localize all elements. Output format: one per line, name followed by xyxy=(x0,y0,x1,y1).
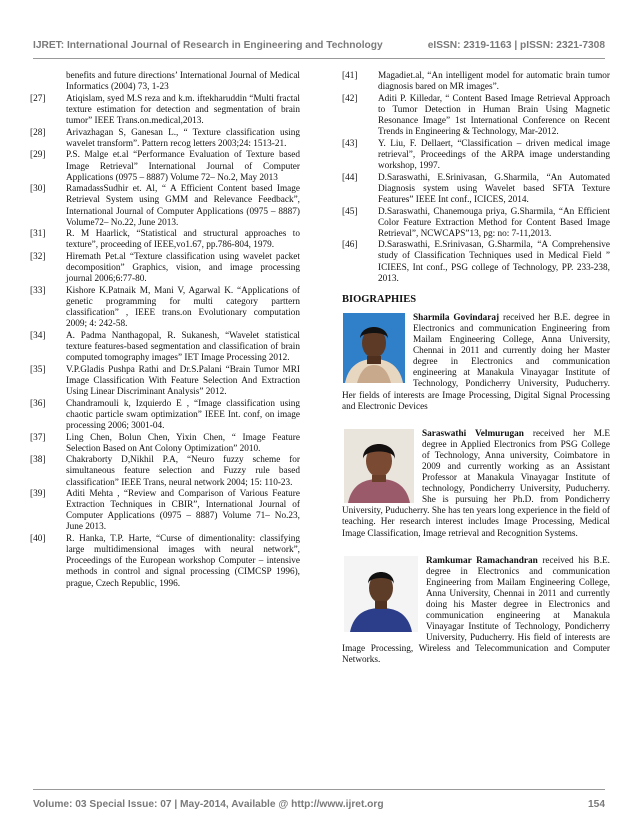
reference-item xyxy=(342,207,610,240)
reference-text: D.Saraswathi, Chanemouga priya, G.Sharmila, “An Efficient Color Feature Extraction Method for Content Based Image Retrieval”, NCWCAPS”13, pg: no: 7-11,2013. xyxy=(378,206,610,239)
reference-item xyxy=(30,365,300,398)
bio-text-3: received his B.E. degree in Electronics and communication Engineering from Mailam Engineering College, Anna University, Chennai in 2011 and currently doing his Master degree in Electronics and communication engineering at Manakula Vinayagar Institute of Technology, Pondicherry University, Puducherry. His field of interests are Image Processing, Wireless and Telecommunication and Computer Networks. xyxy=(342,555,610,666)
reference-item xyxy=(30,229,300,251)
author-photo-2 xyxy=(344,429,414,503)
reference-number: [40] xyxy=(30,534,46,545)
reference-number: [32] xyxy=(30,252,46,263)
reference-number: [46] xyxy=(342,240,358,251)
reference-text: R. Hanka, T.P. Harte, “Curse of dimentionality: classifying large multidimensional images with neural network”, Proceedings of the European workshop Computer – intensive methods in control and signal processing (CIMCSP 1996), prague, Czech Republic, 1996. xyxy=(66,534,300,589)
reference-item xyxy=(30,455,300,488)
page-number: 154 xyxy=(588,799,605,810)
footer-volume: Volume: 03 Special Issue: 07 | May-2014, Available @ http://www.ijret.org xyxy=(33,799,384,810)
reference-text: Atiqislam, syed M.S reza and k.m. iftekharuddin “Multi fractal texture estimation for detection and segmentation of brain tumor” IEEE Trans.on.medical,2013. xyxy=(66,93,300,126)
reference-number: [43] xyxy=(342,138,358,149)
reference-number: [28] xyxy=(30,127,46,138)
journal-title: IJRET: International Journal of Research in Engineering and Technology xyxy=(33,40,383,51)
reference-text: D.Saraswathi, E.Srinivasan, G.Sharmila, “A Comprehensive study of Classification Techniques used in Medical Field ” ICIEES, Int conf., PSG college of Technology, PP. 233-238, 2013. xyxy=(378,240,610,284)
reference-item xyxy=(30,286,300,330)
reference-item xyxy=(30,433,300,455)
reference-text: Aditi P. Killedar, “ Content Based Image Retrieval Approach to Tumor Detection in Human Brain Using Magnetic Resonance Image” 1st International Conference on Recent Trends in Engineering & Technology, Mar-2012. xyxy=(378,93,610,138)
reference-number: [37] xyxy=(30,432,46,443)
reference-item xyxy=(30,94,300,127)
issn: eISSN: 2319-1163 | pISSN: 2321-7308 xyxy=(427,40,605,51)
bio-name-1: Sharmila Govindaraj xyxy=(413,312,500,323)
reference-item xyxy=(342,139,610,172)
reference-item xyxy=(342,94,610,138)
reference-number: [33] xyxy=(30,285,46,296)
reference-text: Magadiet.al, “An intelligent model for automatic brain tumor diagnosis bared on MR images”. xyxy=(378,71,610,93)
reference-text: Chakraborty D,Nikhil P.A, “Neuro fuzzy scheme for simultaneous feature selection and Fuzzy rule based classification” IEEE Trans, neural network 2004; 15: 110-23. xyxy=(66,455,300,488)
reference-text: benefits and future directions’ International Journal of Medical Informatics (2004) 73, 1-23 xyxy=(66,71,300,93)
reference-item xyxy=(30,184,300,228)
reference-text: A. Padma Nanthagopal, R. Sukanesh, “Wavelet statistical texture features-based segmentation and classification of brain computed tomography images” IET Image Processing 2012. xyxy=(66,330,300,364)
reference-text: Kishore K.Patnaik M, Mani V, Agarwal K. “Applications of genetic programming for multi category parttern classification” , IEEE trans.on Evolutionary computation 2009; 4: 242-58. xyxy=(66,285,300,330)
reference-text: Y. Liu, F. Dellaert, “Classification – driven medical image retrieval”, Proceedings of the ARPA image understanding workshop, 1997. xyxy=(378,138,610,171)
reference-item xyxy=(342,71,610,93)
reference-text: R. M Haarlick, “Statistical and structural approaches to texture”, proceeding of IEEE,vo1.67, pp.786-804, 1979. xyxy=(66,229,300,251)
reference-text: Aditi Mehta , “Review and Comparison of Various Feature Extraction Techniques in CBIR”, International Journal of Computer Applications (0975 – 8887) Volume 71– No.23, June 2013. xyxy=(66,489,300,533)
reference-text: Ling Chen, Bolun Chen, Yixin Chen, “ Image Feature Selection Based on Ant Colony Optimization” 2010. xyxy=(66,432,300,454)
reference-item xyxy=(30,489,300,533)
reference-number: [35] xyxy=(30,364,46,375)
reference-text: Chandramouli k, Izquierdo E , “Image classification using chaotic particle swam optimization” IEEE Int. conf, on image processing 2006; 3001-04. xyxy=(66,398,300,431)
reference-number: [44] xyxy=(342,172,358,183)
author-photo-1 xyxy=(343,313,405,383)
header-divider xyxy=(33,58,605,59)
reference-text: V.P.Gladis Pushpa Rathi and Dr.S.Palani “Brain Tumor MRI Image Classification With Feature Selection And Extraction Using Linear Discriminant Analysis” 2012. xyxy=(66,364,300,397)
reference-item xyxy=(342,240,610,284)
references-right-list xyxy=(342,71,610,285)
bio-text-1: received her B.E. degree in Electronics and communication Engineering from Mailam Engineering College, Anna University, Chennai in 2011 and currently doing her Master degree in Electronics and communication engineering at Manakula Vinayagar Institute of Technology, Pondicherry University, Puducherry. Her fields of interests are Image Processing, Digital Signal Processing and Electronic Devices xyxy=(342,312,610,412)
right-column xyxy=(342,71,610,667)
biography-1 xyxy=(342,313,610,413)
reference-number: [36] xyxy=(30,398,46,409)
reference-item xyxy=(30,252,300,285)
page-footer xyxy=(33,799,605,813)
reference-number: [34] xyxy=(30,330,46,341)
reference-number: [39] xyxy=(30,489,46,500)
reference-number: [38] xyxy=(30,455,46,466)
reference-text: Arivazhagan S, Ganesan L., “ Texture classification using wavelet transform”. Pattern recog letters 2003;24: 1513-21. xyxy=(66,127,300,149)
reference-number xyxy=(30,71,66,93)
reference-number: [41] xyxy=(342,71,358,81)
bio-text-2: received her M.E degree in Applied Electronics from PSG College of Technology, Anna university, Coimbatore in 2009 and currently working as an Assistant Professor at Manakula Vinayagar Institute of technology, Pondicherry University, Puducherry. She is pursuing her Ph.D. from Pondicherry University, Puducherry. She has ten years long experience in the field of teaching. Her research interest includes Image Processing, Medical Image Classification, Image retrieval and Recognition Systems. xyxy=(342,428,610,539)
reference-number: [31] xyxy=(30,229,46,240)
reference-number: [45] xyxy=(342,206,358,217)
bio-name-2: Saraswathi Velmurugan xyxy=(422,428,524,439)
reference-item xyxy=(342,173,610,206)
bio-name-3: Ramkumar Ramachandran xyxy=(426,555,538,566)
reference-text: P.S. Malge et.al “Performance Evaluation of Texture based Image Retrieval” International Journal of Computer Applications (0975 – 8887) Volume 72– No.2, May 2013 xyxy=(66,150,300,183)
reference-text: D.Saraswathi, E.Srinivasan, G.Sharmila, “An Automated Diagnosis system using Wavelet based SFTA Texture Features” IEEE Int conf., ICICES, 2014. xyxy=(378,172,610,205)
references-left-column xyxy=(30,71,300,590)
biographies-heading: BIOGRAPHIES xyxy=(342,293,417,305)
footer-divider xyxy=(33,789,605,790)
biography-2 xyxy=(342,429,610,540)
page-header xyxy=(33,40,605,54)
reference-item xyxy=(30,71,300,93)
reference-text: RamadassSudhir et. Al, “ A Efficient Content based Image Retrieval System using GMM and Relevance Feedback”, International Journal of Computer Applications (0975 – 8887) Volume72– No.22, June 2013. xyxy=(66,184,300,228)
reference-number: [42] xyxy=(342,93,358,104)
reference-item xyxy=(30,128,300,150)
reference-text: Hiremath Pet.al “Texture classification using wavelet packet decomposition” Graphics, vision, and image processing journal 2006;6:77-80. xyxy=(66,252,300,285)
reference-item xyxy=(30,534,300,589)
reference-number: [27] xyxy=(30,93,46,104)
reference-number: [29] xyxy=(30,150,46,161)
reference-item xyxy=(30,399,300,432)
author-photo-3 xyxy=(344,556,418,632)
biography-3 xyxy=(342,556,610,667)
reference-number: [30] xyxy=(30,184,46,195)
reference-item xyxy=(30,331,300,364)
reference-item xyxy=(30,150,300,183)
